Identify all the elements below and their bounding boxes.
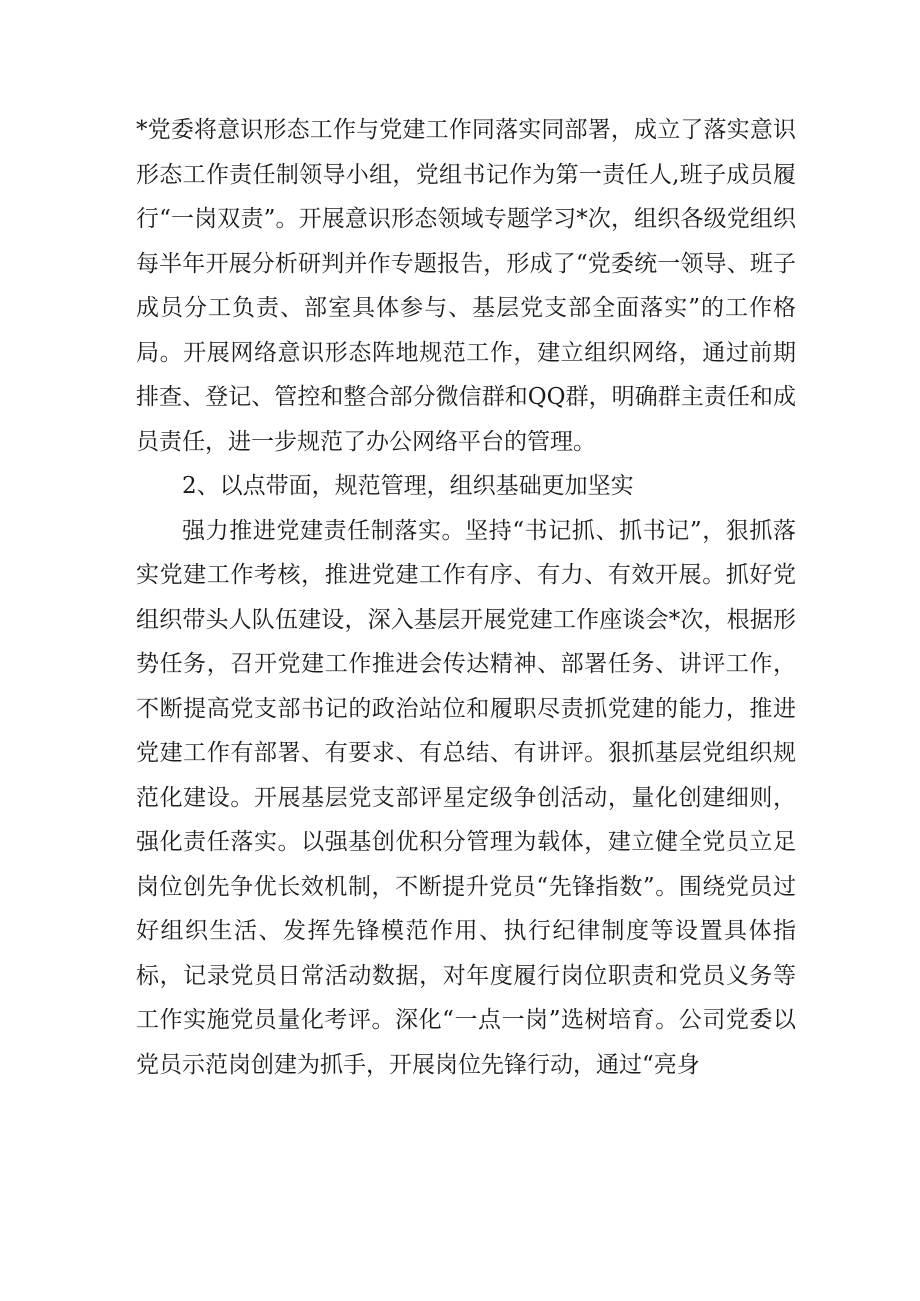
section-heading-2: 2、以点带面，规范管理，组织基础更加坚实 [182, 473, 634, 499]
paragraph-ideology-work: *党委将意识形态工作与党建工作同落实同部署，成立了落实意识形态工作责任制领导小组，党组书记作为第一责任人,班子成员履行“一岗双责”。开展意识形态领域专题学习*次，组织各级党组织每半年开展分析研判并作专题报告，形成了“党委统一领导、班子成员分工负责、部室具体参与、基层党支部全面落实”的工作格局。开展网络意识形态阵地规范工作，建立组织网络，通过前期排查、登记、管控和整合部分微信群和QQ群，明确群主责任和成员责任，进一步规范了办公网络平台的管理。 [136, 117, 796, 455]
document-body [136, 108, 796, 1087]
paragraph-party-building: 强力推进党建责任制落实。坚持“书记抓、抓书记”，狠抓落实党建工作考核，推进党建工作有序、有力、有效开展。抓好党组织带头人队伍建设，深入基层开展党建工作座谈会*次，根据形势任务，召开党建工作推进会传达精神、部署任务、讲评工作，不断提高党支部书记的政治站位和履职尽责抓党建的能力，推进党建工作有部署、有要求、有总结、有讲评。狠抓基层党组织规范化建设。开展基层党支部评星定级争创活动，量化创建细则，强化责任落实。以强基创优积分管理为载体，建立健全党员立足岗位创先争优长效机制，不断提升党员“先锋指数”。围绕党员过好组织生活、发挥先锋模范作用、执行纪律制度等设置具体指标，记录党员日常活动数据，对年度履行岗位职责和党员义务等工作实施党员量化考评。深化“一点一岗”选树培育。公司党委以党员示范岗创建为抓手，开展岗位先锋行动，通过“亮身 [136, 517, 796, 1078]
